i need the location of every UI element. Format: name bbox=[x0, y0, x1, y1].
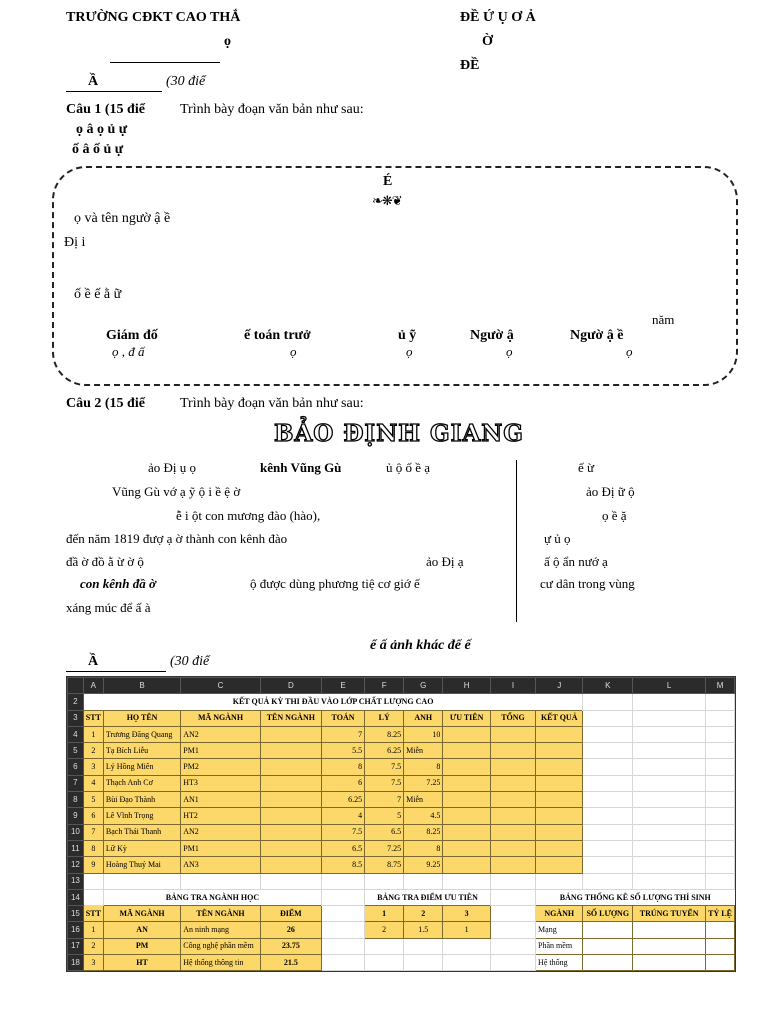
cell[interactable]: Tạ Bích Liễu bbox=[103, 743, 180, 759]
header-cell[interactable]: MÃ NGÀNH bbox=[103, 906, 180, 922]
part2-underline bbox=[66, 671, 166, 672]
col-header[interactable]: H bbox=[443, 678, 491, 694]
col-header[interactable]: E bbox=[321, 678, 364, 694]
cell[interactable]: 5.5 bbox=[321, 743, 364, 759]
cell[interactable]: 21.5 bbox=[260, 955, 321, 971]
header-cell[interactable]: NGÀNH bbox=[536, 906, 583, 922]
cell[interactable] bbox=[536, 808, 583, 824]
cell[interactable]: 8 bbox=[321, 759, 364, 775]
cell[interactable]: 8.5 bbox=[321, 857, 364, 873]
header-cell[interactable]: ƯU TIÊN bbox=[443, 710, 491, 726]
header-underline bbox=[110, 62, 220, 63]
cell[interactable] bbox=[490, 840, 535, 856]
cell[interactable]: Mạng bbox=[536, 922, 583, 938]
cell[interactable]: 3 bbox=[83, 759, 103, 775]
sig-treasurer: ủ ỹ bbox=[398, 328, 417, 343]
cell[interactable] bbox=[490, 759, 535, 775]
header-cell[interactable]: 3 bbox=[443, 906, 491, 922]
cell[interactable]: 8 bbox=[404, 759, 443, 775]
cell[interactable] bbox=[536, 792, 583, 808]
cell[interactable]: Bùi Đạo Thành bbox=[103, 792, 180, 808]
q2-instruction: Trình bày đoạn văn bản như sau: bbox=[180, 396, 364, 411]
cell[interactable]: 8.75 bbox=[365, 857, 404, 873]
lookup-table-title[interactable]: BẢNG TRA NGÀNH HỌC bbox=[165, 892, 260, 902]
form-date-line: năm bbox=[652, 312, 675, 327]
cell[interactable]: 7 bbox=[83, 824, 103, 840]
cell[interactable]: 7 bbox=[365, 792, 404, 808]
form-address-line: Đị i bbox=[64, 235, 86, 250]
cell[interactable]: AN3 bbox=[181, 857, 261, 873]
cell[interactable]: AN2 bbox=[181, 726, 261, 742]
cell[interactable]: 23.75 bbox=[260, 938, 321, 954]
cell[interactable] bbox=[260, 759, 321, 775]
q2-left-line5: đầ ờ đồ ằ ừ ờ ộ bbox=[66, 554, 144, 569]
q2-right-line4: ự ủ ọ bbox=[544, 531, 571, 546]
cell[interactable] bbox=[536, 840, 583, 856]
sheet-title[interactable]: KẾT QUẢ KỲ THI ĐẦU VÀO LỚP CHẤT LƯỢNG CAO bbox=[232, 696, 434, 706]
cell[interactable] bbox=[536, 726, 583, 742]
cell[interactable]: PM1 bbox=[181, 840, 261, 856]
cell[interactable]: 3 bbox=[83, 955, 103, 971]
sig-accountant: ế toán trưở bbox=[244, 328, 311, 343]
header-cell[interactable]: MÃ NGÀNH bbox=[181, 710, 261, 726]
cell[interactable] bbox=[706, 955, 735, 971]
form-title: É bbox=[383, 174, 393, 189]
cell[interactable]: 7.5 bbox=[365, 759, 404, 775]
cell[interactable]: PM1 bbox=[181, 743, 261, 759]
table-row: 5 2 Tạ Bích Liễu PM1 5.5 6.25 Miễn bbox=[68, 743, 735, 759]
cell[interactable] bbox=[536, 857, 583, 873]
q2-left-bold: kênh Vũng Gù bbox=[260, 460, 342, 475]
sig-receiver: Ngườ ậ bbox=[470, 328, 514, 343]
cell[interactable]: 4 bbox=[83, 775, 103, 791]
cell[interactable]: 6 bbox=[321, 775, 364, 791]
cell[interactable] bbox=[443, 726, 491, 742]
sig-payer: Ngườ ậ ề bbox=[570, 328, 624, 343]
header-cell[interactable]: SỐ LƯỢNG bbox=[583, 906, 633, 922]
form-name-line: ọ và tên ngườ ậ ề bbox=[74, 211, 171, 226]
col-header[interactable]: D bbox=[260, 678, 321, 694]
col-header[interactable]: M bbox=[706, 678, 735, 694]
cell[interactable] bbox=[490, 775, 535, 791]
q2-label: Câu 2 (15 điể bbox=[66, 396, 145, 411]
cell[interactable] bbox=[443, 792, 491, 808]
cell[interactable]: 4.5 bbox=[404, 808, 443, 824]
form-content-line: ố ề ế ằ ữ bbox=[74, 287, 122, 302]
header-cell[interactable]: LÝ bbox=[365, 710, 404, 726]
q2-right-line2: ảo Đị ữ ộ bbox=[586, 484, 635, 499]
corner-cell[interactable] bbox=[68, 678, 84, 694]
cell[interactable] bbox=[260, 775, 321, 791]
part1-underline bbox=[66, 91, 162, 92]
cell[interactable]: 7 bbox=[321, 726, 364, 742]
cell[interactable] bbox=[260, 824, 321, 840]
cell[interactable] bbox=[536, 824, 583, 840]
cell[interactable]: 8 bbox=[404, 840, 443, 856]
header-cell[interactable]: TOÁN bbox=[321, 710, 364, 726]
cell[interactable] bbox=[633, 922, 706, 938]
cell[interactable] bbox=[490, 824, 535, 840]
cell[interactable]: 7.5 bbox=[365, 775, 404, 791]
priority-table-title[interactable]: BẢNG TRA ĐIỂM ƯU TIÊN bbox=[377, 892, 478, 902]
table-row: 10 7 Bạch Thái Thanh AN2 7.5 6.5 8.25 bbox=[68, 824, 735, 840]
cell[interactable] bbox=[260, 726, 321, 742]
cell[interactable]: 5 bbox=[365, 808, 404, 824]
cell[interactable] bbox=[490, 808, 535, 824]
part2-label: Ầ bbox=[88, 654, 99, 669]
cell[interactable] bbox=[443, 824, 491, 840]
q2-left-line4: đến năm 1819 đượ ạ ờ thành con kênh đào bbox=[66, 531, 288, 546]
q2-left-line1-tail: ủ ộ ố ề ạ bbox=[386, 460, 431, 475]
col-header[interactable]: A bbox=[83, 678, 103, 694]
cell[interactable] bbox=[706, 922, 735, 938]
cell[interactable]: PM2 bbox=[181, 759, 261, 775]
col-header[interactable]: B bbox=[103, 678, 180, 694]
cell[interactable] bbox=[536, 775, 583, 791]
table-row: 8 5 Bùi Đạo Thành AN1 6.25 7 Miễn bbox=[68, 792, 735, 808]
spreadsheet-screenshot bbox=[66, 676, 736, 972]
cell[interactable]: 4 bbox=[321, 808, 364, 824]
cell[interactable] bbox=[443, 808, 491, 824]
row-number[interactable]: 3 bbox=[68, 710, 84, 726]
cell[interactable]: 7.25 bbox=[365, 840, 404, 856]
cell[interactable] bbox=[260, 840, 321, 856]
q2-left-line7: xáng múc để ấ à bbox=[66, 600, 151, 615]
header-cell[interactable]: HỌ TÊN bbox=[103, 710, 180, 726]
part2-points: (30 điể bbox=[170, 654, 210, 669]
column-divider bbox=[516, 460, 517, 622]
q2-left-line5-tail: ảo Đị ạ bbox=[426, 554, 464, 569]
header-cell[interactable]: ĐIỂM bbox=[260, 906, 321, 922]
cell[interactable] bbox=[443, 775, 491, 791]
q2-right-line5: ấ ộ ẩn nướ ạ bbox=[544, 554, 608, 569]
cell[interactable] bbox=[490, 857, 535, 873]
cell[interactable] bbox=[490, 743, 535, 759]
cell[interactable]: 1 bbox=[443, 922, 491, 938]
col-header[interactable]: I bbox=[490, 678, 535, 694]
sig-director: Giám đố bbox=[106, 328, 158, 343]
cell[interactable]: Phần mềm bbox=[536, 938, 583, 954]
cell[interactable]: 10 bbox=[404, 726, 443, 742]
cell[interactable]: 26 bbox=[260, 922, 321, 938]
cell[interactable]: 6.5 bbox=[321, 840, 364, 856]
col-header[interactable]: C bbox=[181, 678, 261, 694]
cell[interactable]: 7.5 bbox=[321, 824, 364, 840]
q1-instruction: Trình bày đoạn văn bản như sau: bbox=[180, 102, 364, 117]
q2-decorative-title: BẢO ĐỊNH GIANG bbox=[274, 420, 524, 447]
cell[interactable]: HT2 bbox=[181, 808, 261, 824]
cell[interactable] bbox=[583, 922, 633, 938]
header-cell[interactable]: TỔNG bbox=[490, 710, 535, 726]
cell[interactable]: 2 bbox=[83, 743, 103, 759]
exam-subtitle: Ờ bbox=[482, 34, 493, 49]
header-cell[interactable]: 2 bbox=[404, 906, 443, 922]
cell[interactable]: Hoàng Thuý Mai bbox=[103, 857, 180, 873]
table-row: 11 8 Lữ Kỳ PM1 6.5 7.25 8 bbox=[68, 840, 735, 856]
col-header[interactable]: L bbox=[633, 678, 706, 694]
cell[interactable] bbox=[260, 808, 321, 824]
cell[interactable]: Bạch Thái Thanh bbox=[103, 824, 180, 840]
column-header-row bbox=[68, 678, 735, 694]
cell[interactable] bbox=[260, 857, 321, 873]
ornament-icon: ❧❋❦ bbox=[372, 193, 402, 208]
cell[interactable]: 1.5 bbox=[404, 922, 443, 938]
header-cell[interactable]: TỶ LỆ bbox=[706, 906, 735, 922]
cell[interactable] bbox=[633, 955, 706, 971]
header-cell[interactable]: STT bbox=[83, 710, 103, 726]
table-row: 6 3 Lý Hồng Miên PM2 8 7.5 8 bbox=[68, 759, 735, 775]
cell[interactable]: Miễn bbox=[404, 792, 443, 808]
cell[interactable] bbox=[583, 955, 633, 971]
part1-label: Ầ bbox=[88, 74, 99, 89]
cell[interactable]: HT3 bbox=[181, 775, 261, 791]
cell[interactable] bbox=[490, 792, 535, 808]
part1-points: (30 điể bbox=[166, 74, 206, 89]
q2-left-line2: Vũng Gù vớ ạ ỹ ộ i ề ệ ờ bbox=[112, 484, 241, 499]
cell[interactable]: 9.25 bbox=[404, 857, 443, 873]
cell[interactable]: 7.25 bbox=[404, 775, 443, 791]
col-header[interactable]: K bbox=[583, 678, 633, 694]
header-cell[interactable]: TÊN NGÀNH bbox=[181, 906, 261, 922]
q1-label: Câu 1 (15 điể bbox=[66, 102, 145, 117]
q2-right-line1: ế ừ bbox=[578, 460, 595, 475]
department-name: ọ bbox=[224, 34, 231, 49]
cell[interactable]: Thạch Anh Cơ bbox=[103, 775, 180, 791]
sig-director-note: ọ , đ ấ bbox=[112, 344, 145, 359]
cell[interactable]: 1 bbox=[83, 726, 103, 742]
cell[interactable]: AN bbox=[103, 922, 180, 938]
table-row: 9 6 Lê Vĩnh Trọng HT2 4 5 4.5 bbox=[68, 808, 735, 824]
cell[interactable]: 8.25 bbox=[365, 726, 404, 742]
cell[interactable]: Lý Hồng Miên bbox=[103, 759, 180, 775]
cell[interactable]: Hệ thống thông tin bbox=[181, 955, 261, 971]
cell[interactable]: Lê Vĩnh Trọng bbox=[103, 808, 180, 824]
table-row: 4 1 Trương Đăng Quang AN2 7 8.25 10 bbox=[68, 726, 735, 742]
cell[interactable] bbox=[536, 743, 583, 759]
cell[interactable]: Trương Đăng Quang bbox=[103, 726, 180, 742]
q2-left-line3: ễ i ột con mương đào (hào), bbox=[176, 508, 321, 523]
cell[interactable]: Lữ Kỳ bbox=[103, 840, 180, 856]
sig-payer-note: ọ bbox=[626, 344, 633, 359]
header-cell[interactable]: STT bbox=[83, 906, 103, 922]
col-header[interactable]: F bbox=[365, 678, 404, 694]
q2-left-line6: ộ được dùng phương tiệ cơ giớ ế bbox=[250, 576, 420, 591]
cell[interactable] bbox=[490, 726, 535, 742]
cell[interactable]: 5 bbox=[83, 792, 103, 808]
q2-footer-note: ể ấ ảnh khác để ế bbox=[370, 638, 471, 653]
cell[interactable] bbox=[443, 759, 491, 775]
q1-line2: ố â ố ủ ự bbox=[72, 142, 124, 157]
cell[interactable]: 8.25 bbox=[404, 824, 443, 840]
cell[interactable] bbox=[633, 938, 706, 954]
cell[interactable]: 1 bbox=[83, 922, 103, 938]
cell[interactable]: 2 bbox=[365, 922, 404, 938]
sig-accountant-note: ọ bbox=[290, 344, 297, 359]
sig-receiver-note: ọ bbox=[506, 344, 513, 359]
cell[interactable] bbox=[536, 759, 583, 775]
col-header[interactable]: J bbox=[536, 678, 583, 694]
cell[interactable] bbox=[706, 938, 735, 954]
cell[interactable]: 6 bbox=[83, 808, 103, 824]
cell[interactable] bbox=[260, 792, 321, 808]
cell[interactable] bbox=[443, 840, 491, 856]
header-cell[interactable]: TÊN NGÀNH bbox=[260, 710, 321, 726]
header-cell[interactable]: TRÚNG TUYỂN bbox=[633, 906, 706, 922]
sig-treasurer-note: ọ bbox=[406, 344, 413, 359]
cell[interactable]: An ninh mạng bbox=[181, 922, 261, 938]
cell[interactable] bbox=[443, 743, 491, 759]
cell[interactable]: 6.5 bbox=[365, 824, 404, 840]
cell[interactable] bbox=[260, 743, 321, 759]
table-row: 12 9 Hoàng Thuý Mai AN3 8.5 8.75 9.25 bbox=[68, 857, 735, 873]
q2-right-line6: cư dân trong vùng bbox=[540, 576, 635, 591]
cell[interactable]: Miễn bbox=[404, 743, 443, 759]
q2-left-line1: ảo Đị ụ ọ bbox=[148, 460, 197, 475]
header-cell[interactable]: 1 bbox=[365, 906, 404, 922]
cell[interactable]: HT bbox=[103, 955, 180, 971]
cell[interactable]: 8 bbox=[83, 840, 103, 856]
cell[interactable]: 9 bbox=[83, 857, 103, 873]
exam-title: ĐỀ Ứ Ụ Ơ Ả bbox=[460, 10, 536, 25]
cell[interactable]: 2 bbox=[83, 938, 103, 954]
header-cell[interactable]: KẾT QUẢ bbox=[536, 710, 583, 726]
table-row: 7 4 Thạch Anh Cơ HT3 6 7.5 7.25 bbox=[68, 775, 735, 791]
spreadsheet-grid: A B C D E F G H I J K L M 2 KẾT QUẢ KỲ THI ĐẦU VÀO LỚP CHẤT LƯỢNG CAO 3 STT HỌ TÊN MÃ NGÀNH TÊN NGÀNH TOÁN LÝ ANH ƯU TIÊN TỔNG KẾT QUẢ 4 1 Trương Đăng Quang AN2 7 8.25 10 5 2 Tạ Bích Liễu PM1 5.5 6.25 Miễn 6 3 Lý Hồng Miên PM2 8 7.5 8 7 4 Thạch Anh Cơ HT3 6 7.5 7.25 8 5 Bùi Đạo Thành AN1 6.25 7 Miễn 9 6 Lê Vĩnh Trọng HT2 4 5 4.5 10 7 Bạch Thái Thanh AN2 7.5 6.5 8.25 11 8 Lữ Kỳ PM1 6.5 7.25 8 12 9 Hoàng Thuý Mai AN3 8.5 8.75 9.25 13 14 BẢNG TRA NGÀNH HỌC BẢNG TRA ĐIỂM ƯU TIÊN BẢNG THỐNG KÊ SỐ LƯỢNG THÍ SINH 15 STT MÃ NGÀNH TÊN NGÀNH ĐIỂM 1 2 3 NGÀNH SỐ LƯỢNG TRÚNG TUYỂN TỶ LỆ 16 1 AN An ninh mạng 26 2 1.5 1 Mạng 17 2 PM Công nghệ phần mềm 23.75 Phần mềm 18 3 HT Hệ thống thông tin 21.5 Hệ thống bbox=[67, 677, 735, 971]
cell[interactable] bbox=[583, 938, 633, 954]
school-name: TRƯỜNG CĐKT CAO THẮ bbox=[66, 10, 241, 25]
stats-table-title[interactable]: BẢNG THỐNG KÊ SỐ LƯỢNG THÍ SINH bbox=[559, 892, 711, 902]
cell[interactable]: AN2 bbox=[181, 824, 261, 840]
cell[interactable]: Hệ thống bbox=[536, 955, 583, 971]
cell[interactable]: AN1 bbox=[181, 792, 261, 808]
exam-code: ĐỀ bbox=[460, 58, 480, 73]
cell[interactable]: PM bbox=[103, 938, 180, 954]
q1-line1: ọ â ọ ủ ự bbox=[76, 122, 128, 137]
q2-right-line3: ọ ề ặ bbox=[602, 508, 627, 523]
cell[interactable]: Công nghệ phần mềm bbox=[181, 938, 261, 954]
row-number[interactable]: 2 bbox=[68, 694, 84, 710]
cell[interactable]: 6.25 bbox=[321, 792, 364, 808]
q2-left-bold-italic: con kênh đầ ờ bbox=[80, 576, 156, 591]
col-header[interactable]: G bbox=[404, 678, 443, 694]
cell[interactable]: 6.25 bbox=[365, 743, 404, 759]
header-cell[interactable]: ANH bbox=[404, 710, 443, 726]
cell[interactable] bbox=[443, 857, 491, 873]
